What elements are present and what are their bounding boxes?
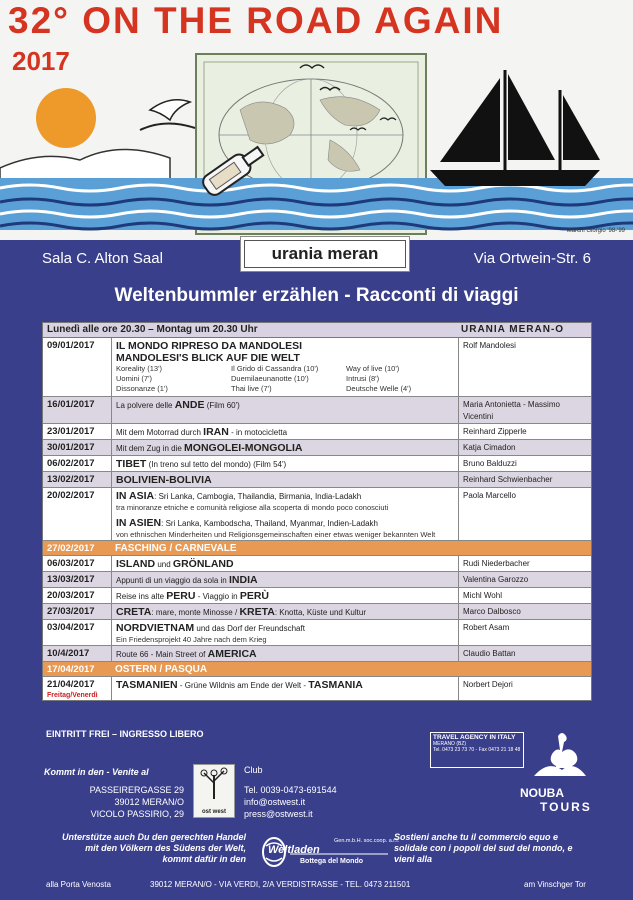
- event-destination: INDIA: [228, 574, 258, 586]
- film-item: Deutsche Welle (4'): [346, 384, 412, 393]
- event-date: 27/03/2017: [47, 606, 95, 617]
- event-date: 06/02/2017: [47, 458, 95, 469]
- event-destination: KRETA: [239, 606, 275, 618]
- schedule-header: [43, 323, 591, 338]
- event-speaker: Claudio Battan: [458, 646, 591, 661]
- event-date: 13/02/2017: [47, 474, 95, 485]
- film-item: Intrusi (8'): [346, 374, 380, 383]
- event-speaker: Maria Antonietta - Massimo Vicentini: [458, 397, 591, 423]
- event-destination: BOLIVIEN-BOLIVIA: [116, 474, 212, 486]
- event-date: 27/02/2017: [47, 543, 95, 554]
- event-speaker: Katja Cimadon: [458, 440, 591, 455]
- event-prefix: Reise ins alte: [116, 592, 165, 601]
- event-suffix: - in motocicletta: [231, 428, 288, 437]
- film-item: Il Grido di Cassandra (10'): [231, 364, 319, 373]
- event-prefix: Mit dem Zug in die: [116, 444, 182, 453]
- venue-address: Via Ortwein-Str. 6: [473, 250, 591, 267]
- schedule-org-label: URANIA MERAN-O: [461, 324, 565, 335]
- holiday-label: FASCHING / CARNEVALE: [115, 543, 237, 554]
- tree-icon: [194, 765, 234, 801]
- artist-credit: Marchi Giorgio '98-'99: [566, 228, 625, 234]
- event-destination: GRÖNLAND: [172, 558, 234, 570]
- event-date: 09/01/2017: [47, 340, 95, 351]
- film-item: Thai live (7'): [231, 384, 272, 393]
- film-item: Way of live (10'): [346, 364, 400, 373]
- nouba-tours: TOURS: [540, 800, 592, 814]
- club-phone: Tel. 0039-0473-691544: [244, 785, 337, 795]
- club-email-link[interactable]: info@ostwest.it: [244, 797, 306, 807]
- table-row: [43, 472, 591, 488]
- event-date: 23/01/2017: [47, 426, 95, 437]
- weltladen-company-type: Gen.m.b.H. soc.coop. a.r.l.: [334, 838, 400, 844]
- poster-header: [0, 0, 633, 240]
- come-to-label: Kommt in den - Venite al: [44, 767, 149, 777]
- event-description: [111, 456, 458, 471]
- event-suffix: (Film 60'): [206, 401, 240, 410]
- event-destination: PERU: [166, 590, 196, 602]
- table-row: [43, 397, 591, 424]
- address-line: VICOLO PASSIRIO, 29: [90, 809, 184, 819]
- event-date-text: 21/04/2017: [47, 679, 95, 690]
- fairtrade-text-it: Sostieni anche tu il commercio equo e solidale con i popoli del sud del mondo, e vieni alla: [394, 832, 573, 864]
- free-entry-note: EINTRITT FREI – INGRESSO LIBERO: [46, 729, 204, 739]
- agency-title: TRAVEL AGENCY IN ITALY: [433, 734, 516, 741]
- holiday-row: [43, 541, 591, 556]
- event-connector: - Viaggio in: [197, 592, 238, 601]
- table-row: [43, 588, 591, 604]
- event-note: von ethnischen Minderheiten und Religionsgemeinschaften einer etwas weniger bekannten Welt: [116, 530, 436, 539]
- event-note: Ein Friedensprojekt 40 Jahre nach dem Krieg: [116, 635, 267, 644]
- empty-cell: [457, 662, 591, 676]
- travel-agency-stamp: [430, 732, 524, 768]
- event-date: 17/04/2017: [47, 664, 95, 675]
- event-date: [43, 677, 111, 700]
- event-speaker: Reinhard Schwienbacher: [458, 472, 591, 487]
- event-description: [111, 572, 458, 587]
- table-row: [43, 456, 591, 472]
- event-destination: IN ASIA: [116, 490, 155, 502]
- event-country-list: : Sri Lanka, Cambogia, Thailandia, Birmania, India-Ladakh: [154, 492, 362, 501]
- holiday-row: [43, 662, 591, 677]
- event-speaker: Rudi Niederbacher: [458, 556, 591, 571]
- event-speaker: Robert Asam: [458, 620, 591, 645]
- event-speaker: Paola Marcello: [458, 488, 591, 540]
- event-date: 20/02/2017: [47, 490, 95, 501]
- event-prefix: Appunti di un viaggio da sola in: [116, 576, 227, 585]
- event-date: 16/01/2017: [47, 399, 95, 410]
- poster-title: 32° ON THE ROAD AGAIN: [8, 0, 504, 41]
- film-item: Duemilaeunanotte (10'): [231, 374, 309, 383]
- schedule-table: [42, 322, 592, 701]
- agency-phone: Tel. 0473 23 73 70 - Fax 0473 21 18 48: [433, 747, 521, 753]
- event-country-list: : Sri Lanka, Kambodscha, Thailand, Myanmar, Indien-Ladakh: [161, 519, 378, 528]
- venue-row: [0, 240, 633, 280]
- film-list: [116, 364, 458, 396]
- event-destination: MONGOLEI-MONGOLIA: [184, 442, 303, 454]
- address-line: 39012 MERAN/O: [114, 797, 184, 807]
- event-date: 03/04/2017: [47, 622, 95, 633]
- urania-logo-text: urania meran: [244, 240, 406, 268]
- event-description: [111, 588, 458, 603]
- address-block: [58, 784, 184, 820]
- event-speaker: Valentina Garozzo: [458, 572, 591, 587]
- camel-icon: [528, 730, 588, 778]
- event-speaker: Michl Wohl: [458, 588, 591, 603]
- location-right: am Vinschger Tor: [524, 880, 586, 889]
- event-date: 06/03/2017: [47, 558, 95, 569]
- event-destination: PERÙ: [239, 590, 269, 602]
- event-speaker: Bruno Balduzzi: [458, 456, 591, 471]
- table-row: [43, 620, 591, 646]
- ost-west-logo: [193, 764, 235, 818]
- nouba-logo: NOUBA: [520, 786, 564, 800]
- event-speaker: Rolf Mandolesi: [458, 338, 591, 396]
- event-destination: TASMANIA: [308, 679, 363, 691]
- holiday-label: OSTERN / PASQUA: [115, 664, 208, 675]
- event-description: [111, 424, 458, 439]
- event-suffix: (In treno sul tetto del mondo) (Film 54'): [148, 460, 287, 469]
- urania-logo: [240, 236, 410, 272]
- table-row: [43, 338, 591, 397]
- weltladen-subtitle: Bottega del Mondo: [300, 858, 363, 865]
- poster-subtitle: Weltenbummler erzählen - Racconti di viaggi: [114, 285, 519, 306]
- event-suffix: : Knotta, Küste und Kultur: [274, 608, 366, 617]
- event-connector: : mare, monte Minosse /: [151, 608, 238, 617]
- event-description: [111, 472, 458, 487]
- event-description: [111, 620, 458, 645]
- event-connector: und: [157, 560, 171, 569]
- table-row: [43, 677, 591, 700]
- club-email-link[interactable]: press@ostwest.it: [244, 809, 313, 819]
- event-speaker: Norbert Dejori: [458, 677, 591, 700]
- table-row: [43, 440, 591, 456]
- empty-cell: [457, 541, 591, 555]
- event-destination: IN ASIEN: [116, 517, 162, 529]
- event-speaker: Marco Dalbosco: [458, 604, 591, 619]
- event-description: [111, 488, 458, 540]
- event-description: [111, 556, 458, 571]
- film-item: Koreality (13'): [116, 364, 163, 373]
- event-date: 30/01/2017: [47, 442, 95, 453]
- table-row: [43, 604, 591, 620]
- event-weekday-note: Freitag/Venerdì: [47, 692, 98, 699]
- event-connector: - Grüne Wildnis am Ende der Welt -: [179, 681, 306, 690]
- table-row: [43, 556, 591, 572]
- agency-city: MERANO (BZ): [433, 741, 467, 747]
- event-title: IL MONDO RIPRESO DA MANDOLESI: [116, 340, 303, 352]
- event-suffix: und das Dorf der Freundschaft: [196, 624, 305, 633]
- event-destination: AMERICA: [207, 648, 257, 660]
- event-speaker: Reinhard Zipperle: [458, 424, 591, 439]
- location-left: alla Porta Venosta: [46, 880, 111, 889]
- event-prefix: La polvere delle: [116, 401, 173, 410]
- event-date: 20/03/2017: [47, 590, 95, 601]
- film-item: Uomini (7'): [116, 374, 153, 383]
- event-destination: ISLAND: [116, 558, 156, 570]
- table-row: [43, 488, 591, 541]
- weltladen-address: 39012 MERAN/O - VIA VERDI, 2/A VERDISTRASSE - TEL. 0473 211501: [150, 880, 411, 889]
- event-description: [111, 440, 458, 455]
- poster-year: 2017: [12, 46, 70, 76]
- event-description: [111, 338, 458, 396]
- event-description: [111, 397, 458, 423]
- schedule-time-label: Lunedì alle ore 20.30 – Montag um 20.30 Uhr: [47, 324, 258, 335]
- table-row: [43, 572, 591, 588]
- event-destination: TASMANIEN: [116, 679, 178, 691]
- event-note: tra minoranze etniche e comunità religiose alla scoperta di mondo poco conosciuti: [116, 503, 389, 512]
- event-description: [111, 677, 458, 700]
- address-line: PASSEIRERGASSE 29: [89, 785, 184, 795]
- film-item: Dissonanze (1'): [116, 384, 168, 393]
- event-date: 10/4/2017: [47, 648, 90, 659]
- event-prefix: Route 66 - Main Street of: [116, 650, 206, 659]
- event-title: MANDOLESI'S BLICK AUF DIE WELT: [116, 352, 300, 364]
- event-destination: NORDVIETNAM: [116, 622, 195, 634]
- event-description: [111, 604, 458, 619]
- contact-details: [244, 784, 337, 820]
- event-destination: CRETA: [116, 606, 152, 618]
- weltladen-name: Weltladen: [268, 844, 320, 856]
- event-description: [111, 646, 458, 661]
- event-date: 13/03/2017: [47, 574, 95, 585]
- event-destination: ANDE: [174, 399, 205, 411]
- table-row: [43, 424, 591, 440]
- event-prefix: Mit dem Motorrad durch: [116, 428, 201, 437]
- event-destination: IRAN: [203, 426, 229, 438]
- venue-hall: Sala C. Alton Saal: [42, 250, 163, 267]
- club-label: Club: [244, 765, 263, 775]
- fairtrade-text-de: Unterstütze auch Du den gerechten Handel mit den Völkern des Südens der Welt, kommt dafür in den: [61, 832, 246, 864]
- table-row: [43, 646, 591, 662]
- ost-west-logo-text: ost west: [201, 809, 226, 815]
- event-destination: TIBET: [116, 458, 147, 470]
